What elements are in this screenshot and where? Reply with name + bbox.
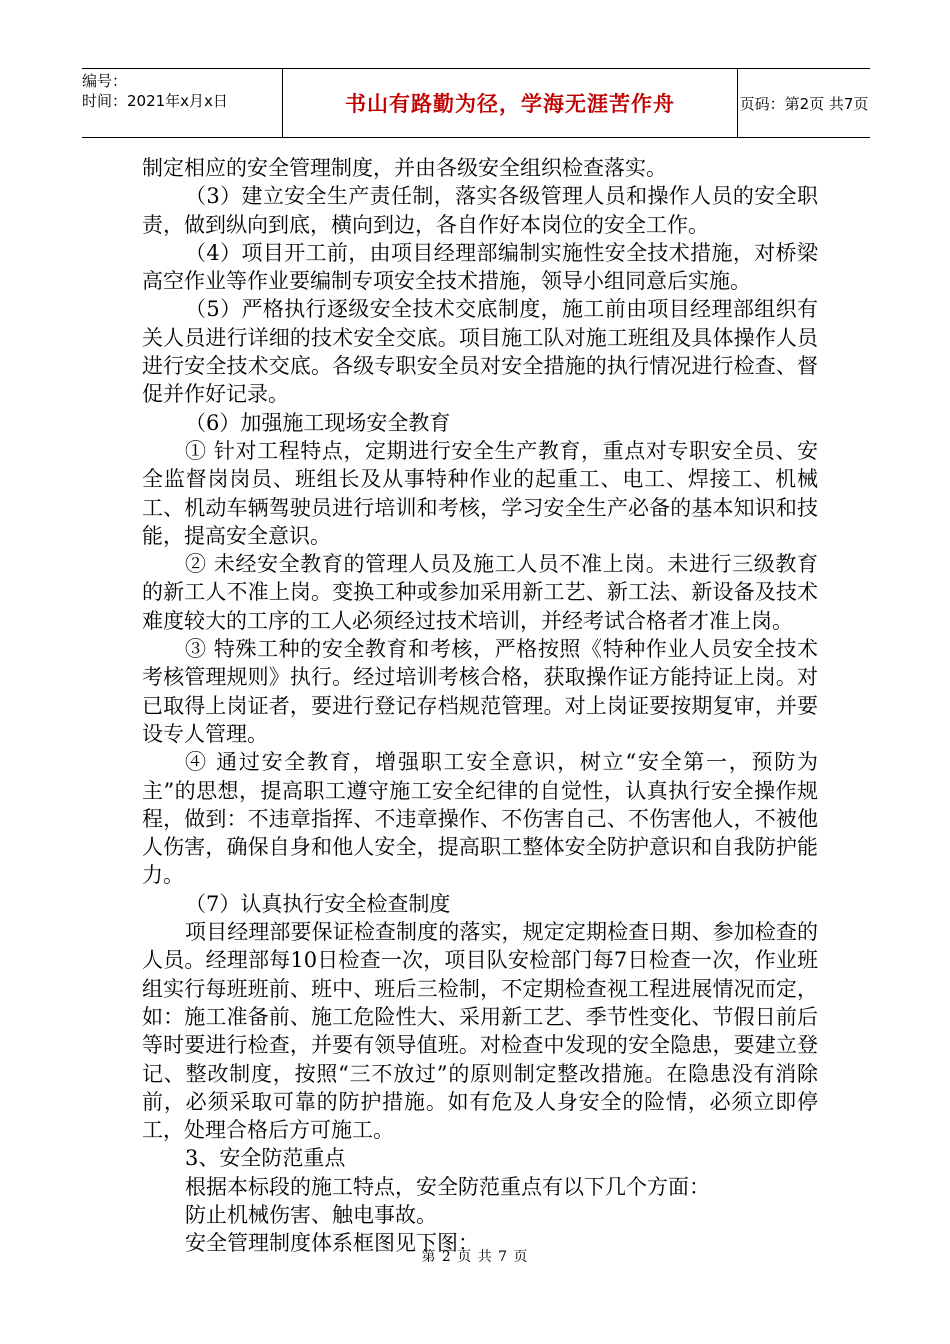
body-paragraph: 项目经理部要保证检查制度的落实，规定定期检查日期、参加检查的人员。经理部每10日检查一次，项目队安检部门每7日检查一次，作业班组实行每班班前、班中、班后三检制，不定期检查视工程进展情况而定，如：施工准备前、施工危险性大、采用新工艺、季节性变化、节假日前后等时要进行检查，并要有领导值班。对检查中发现的安全隐患，要建立登记、整改制度，按照“三不放过”的原则制定整改措施。在隐患没有消除前，必须采取可靠的防护措施。如有危及人身安全的险情，必须立即停工，处理合格后方可施工。 bbox=[142, 920, 818, 1143]
document-body bbox=[142, 154, 818, 1258]
body-paragraph: （4）项目开工前，由项目经理部编制实施性安全技术措施，对桥梁高空作业等作业要编制专项安全技术措施，领导小组同意后实施。 bbox=[142, 240, 818, 294]
body-paragraph: 防止机械伤害、触电事故。 bbox=[185, 1202, 437, 1227]
header-page-code: 页码：第2页 共7页 bbox=[739, 94, 869, 113]
body-paragraph: ③ 特殊工种的安全教育和考核，严格按照《特种作业人员安全技术考核管理规则》执行。经过培训考核合格，获取操作证方能持证上岗。对已取得上岗证者，要进行登记存档规范管理。对上岗证要按期复审，并要设专人管理。 bbox=[142, 637, 818, 746]
body-paragraph: （7）认真执行安全检查制度 bbox=[185, 891, 451, 916]
body-paragraph: 根据本标段的施工特点，安全防范重点有以下几个方面： bbox=[185, 1174, 710, 1199]
body-paragraph: ④ 通过安全教育，增强职工安全意识，树立“安全第一，预防为主”的思想，提高职工遵守施工安全纪律的自觉性，认真执行安全操作规程，做到：不违章指挥、不违章操作、不伤害自己、不伤害他人，不被他人伤害，确保自身和他人安全，提高职工整体安全防护意识和自我防护能力。 bbox=[142, 750, 818, 888]
page-header bbox=[82, 68, 870, 138]
body-paragraph: （5）严格执行逐级安全技术交底制度，施工前由项目经理部组织有关人员进行详细的技术安全交底。项目施工队对施工班组及具体操作人员进行安全技术交底。各级专职安全员对安全措施的执行情况进行检查、督促并作好记录。 bbox=[142, 297, 818, 407]
date-line: 时间：2021年x月x日 bbox=[82, 92, 228, 110]
body-paragraph: （6）加强施工现场安全教育 bbox=[185, 410, 451, 435]
body-paragraph: 3、安全防范重点 bbox=[185, 1146, 346, 1171]
body-paragraph: 安全管理制度体系框图见下图： bbox=[185, 1231, 479, 1256]
body-paragraph: （3）建立安全生产责任制，落实各级管理人员和操作人员的安全职责，做到纵向到底，横向到边，各自作好本岗位的安全工作。 bbox=[142, 184, 818, 237]
body-paragraph: ① 针对工程特点，定期进行安全生产教育，重点对专职安全员、安全监督岗岗员、班组长及从事特种作业的起重工、电工、焊接工、机械工、机动车辆驾驶员进行培训和考核，学习安全生产必备的基本知识和技能，提高安全意识。 bbox=[142, 438, 818, 548]
number-label: 编号： bbox=[82, 72, 128, 90]
header-meta bbox=[82, 69, 282, 139]
body-paragraph: 制定相应的安全管理制度，并由各级安全组织检查落实。 bbox=[142, 156, 667, 180]
header-motto: 书山有路勤为径，学海无涯苦作舟 bbox=[345, 92, 675, 116]
body-paragraph: ② 未经安全教育的管理人员及施工人员不准上岗。未进行三级教育的新工人不准上岗。变换工种或参加采用新工艺、新工法、新设备及技术难度较大的工序的工人必须经过技术培训，并经考试合格者才准上岗。 bbox=[142, 552, 818, 633]
page-footer: 第 2 页 共 7 页 bbox=[421, 1249, 529, 1265]
